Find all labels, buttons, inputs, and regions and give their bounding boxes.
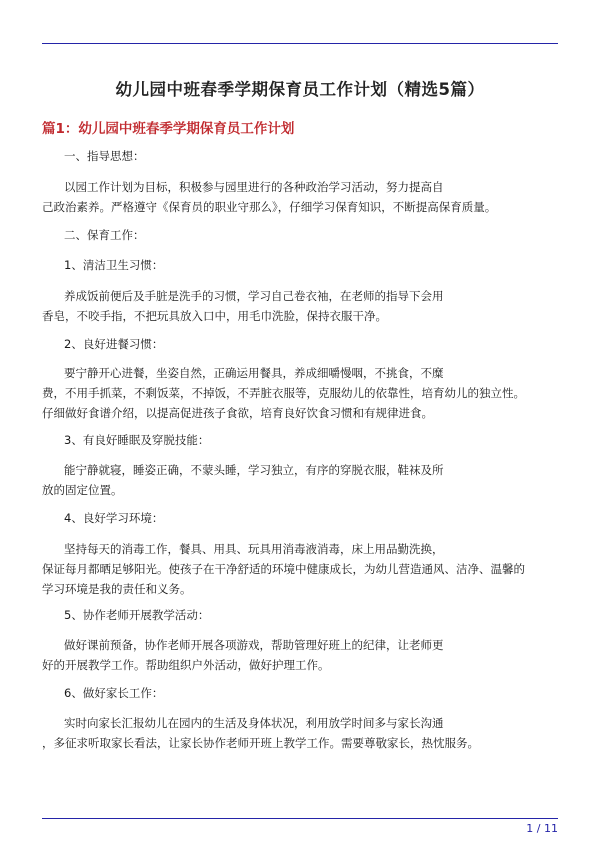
paragraph-line: 好的开展教学工作。帮助组织户外活动，做好护理工作。 — [42, 658, 330, 672]
heading-sleep: 3、有良好睡眠及穿脱技能： — [64, 433, 210, 447]
paragraph-line: 放的固定位置。 — [42, 483, 123, 497]
heading-guiding-ideology: 一、指导思想： — [64, 149, 145, 163]
heading-assist-teacher: 5、协作老师开展教学活动： — [64, 608, 210, 622]
paragraph-line: 坚持每天的消毒工作，餐具、用具、玩具用消毒液消毒，床上用品勤洗换， — [64, 542, 444, 556]
paragraph-line: 要宁静开心进餐，坐姿自然，正确运用餐具，养成细嚼慢咽，不挑食，不糜 — [64, 366, 444, 380]
paragraph-hygiene — [42, 286, 444, 326]
paragraph-line: 费，不用手抓菜，不剩饭菜，不掉饭，不弄脏衣服等，克服幼儿的依靠性，培育幼儿的独立性。 — [42, 386, 525, 400]
heading-hygiene: 1、清洁卫生习惯： — [64, 258, 164, 272]
paragraph-assist-teacher — [42, 635, 444, 675]
paragraph-line: 学习环境是我的责任和义务。 — [42, 582, 192, 596]
paragraph-line: 保证每月都晒足够阳光。使孩子在干净舒适的环境中健康成长，为幼儿营造通风、洁净、温馨的 — [42, 562, 525, 576]
paragraph-ideology — [42, 177, 496, 217]
paragraph-line: 养成饭前便后及手脏是洗手的习惯，学习自己卷衣袖，在老师的指导下会用 — [64, 289, 444, 303]
paragraph-line: 仔细做好食谱介绍，以提高促进孩子食欲，培育良好饮食习惯和有规律进食。 — [42, 406, 433, 420]
paragraph-line: 以园工作计划为目标，积极参与园里进行的各种政治学习活动，努力提高自 — [64, 180, 444, 194]
heading-care-work: 二、保育工作： — [64, 228, 145, 242]
heading-parents: 6、做好家长工作： — [64, 686, 164, 700]
paragraph-sleep — [42, 460, 444, 500]
paragraph-line: 己政治素养。严格遵守《保育员的职业守那么》，仔细学习保育知识，不断提高保育质量。 — [42, 200, 497, 214]
paragraph-line: 做好课前预备，协作老师开展各项游戏，帮助管理好班上的纪律，让老师更 — [64, 638, 444, 652]
document-title: 幼儿园中班春季学期保育员工作计划（精选5篇） — [115, 80, 485, 99]
paragraph-line: 实时向家长汇报幼儿在园内的生活及身体状况，利用放学时间多与家长沟通 — [64, 716, 444, 730]
paragraph-line: 能宁静就寝，睡姿正确，不蒙头睡，学习独立，有序的穿脱衣服，鞋袜及所 — [64, 463, 444, 477]
heading-eating: 2、良好进餐习惯： — [64, 337, 164, 351]
section-title: 篇1：幼儿园中班春季学期保育员工作计划 — [42, 121, 295, 137]
page-number: 1 / 11 — [526, 822, 558, 835]
header-rule — [42, 43, 558, 44]
paragraph-parents — [42, 713, 479, 753]
paragraph-environment — [42, 539, 525, 599]
paragraph-line: ，多征求听取家长看法，让家长协作老师开班上教学工作。需要尊敬家长，热忱服务。 — [42, 736, 479, 750]
paragraph-line: 香皂，不咬手指，不把玩具放入口中，用毛巾洗脸，保持衣服干净。 — [42, 309, 387, 323]
paragraph-eating — [42, 363, 525, 423]
footer-rule — [42, 818, 558, 819]
heading-environment: 4、良好学习环境： — [64, 511, 164, 525]
